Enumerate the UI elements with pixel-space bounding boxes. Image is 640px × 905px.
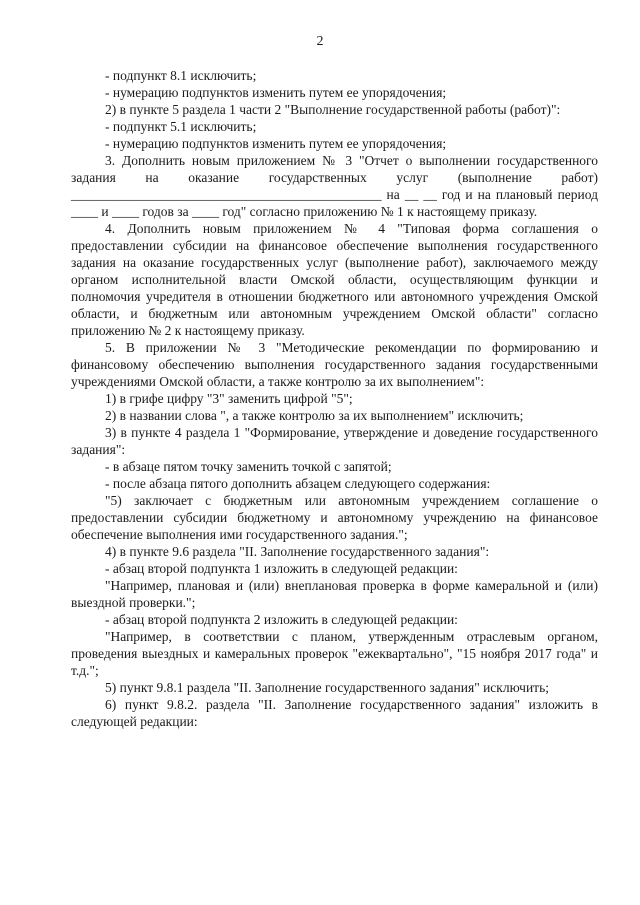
paragraph-4: - подпункт 5.1 исключить; — [105, 119, 257, 134]
paragraph-9: 1) в грифе цифру "3" заменить цифрой "5"; — [105, 391, 353, 406]
page-number: 2 — [316, 34, 324, 49]
paragraph-6: 3. Дополнить новым приложением № 3 "Отчет о выполнении государственного задания на оказание государственных услуг (выполнение работ) ______________________________________________ на __ __ год и на плановый период ____ и ____ годов за ____ год" согласно приложению № 1 к настоящему приказу. — [71, 153, 598, 219]
paragraph-8: 5. В приложении № 3 "Методические рекомендации по формированию и финансовому обеспечению выполнения государственного задания государственными учреждениями Омской области, а также контролю за их выполнением": — [71, 340, 598, 389]
paragraph-20: 5) пункт 9.8.1 раздела "II. Заполнение государственного задания" исключить; — [105, 680, 549, 695]
paragraph-16: - абзац второй подпункта 1 изложить в следующей редакции: — [105, 561, 458, 576]
paragraph-18: - абзац второй подпункта 2 изложить в следующей редакции: — [105, 612, 458, 627]
paragraph-13: - после абзаца пятого дополнить абзацем следующего содержания: — [105, 476, 491, 491]
paragraph-10: 2) в названии слова ", а также контролю за их выполнением" исключить; — [105, 408, 524, 423]
paragraph-19: "Например, в соответствии с планом, утвержденным отраслевым органом, проведения выездных и камеральных проверок "ежеквартально", "15 ноября 2017 года" и т.д."; — [71, 629, 598, 678]
paragraph-12: - в абзаце пятом точку заменить точкой с запятой; — [105, 459, 392, 474]
paragraph-7: 4. Дополнить новым приложением № 4 "Типовая форма соглашения о предоставлении субсидии на финансовое обеспечение выполнения государственного задания на оказание государственных услуг (выполнение работ), заключаемого между органом исполнительной власти Омской области, осуществляющим функции и полномочия учредителя в отношении бюджетного или автономного учреждения Омской области, и бюджетным или автономным учреждением Омской области" согласно приложению № 2 к настоящему приказу. — [71, 221, 598, 338]
paragraph-5: - нумерацию подпунктов изменить путем ее упорядочения; — [105, 136, 447, 151]
paragraph-11: 3) в пункте 4 раздела 1 "Формирование, утверждение и доведение государственного задания": — [71, 425, 598, 457]
document-body — [71, 67, 598, 730]
paragraph-1: - подпункт 8.1 исключить; — [105, 68, 257, 83]
paragraph-15: 4) в пункте 9.6 раздела "II. Заполнение государственного задания": — [105, 544, 490, 559]
paragraph-21: 6) пункт 9.8.2. раздела "II. Заполнение государственного задания" изложить в следующей редакции: — [71, 697, 598, 729]
paragraph-2: - нумерацию подпунктов изменить путем ее упорядочения; — [105, 85, 447, 100]
paragraph-17: "Например, плановая и (или) внеплановая проверка в форме камеральной и (или) выездной проверки."; — [71, 578, 598, 610]
paragraph-3: 2) в пункте 5 раздела 1 части 2 "Выполнение государственной работы (работ)": — [105, 102, 561, 117]
paragraph-14: "5) заключает с бюджетным или автономным учреждением соглашение о предоставлении субсидии бюджетному и автономному учреждению на финансовое обеспечение выполнения ими государственного задания."; — [71, 493, 598, 542]
